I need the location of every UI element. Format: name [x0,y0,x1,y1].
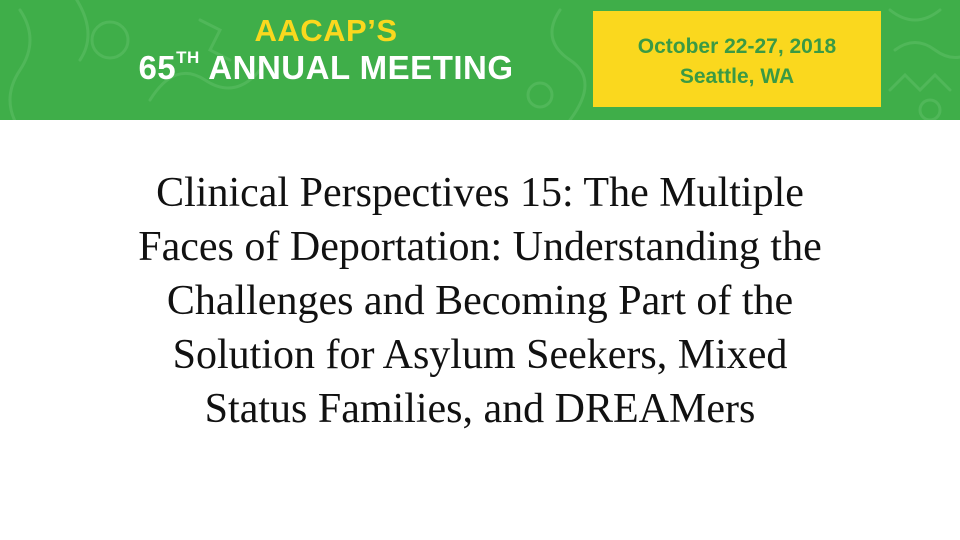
title-line: Faces of Deportation: Understanding the [138,224,822,270]
meeting-ordinal: TH [176,48,200,67]
title-line: Status Families, and DREAMers [204,386,756,432]
organization-name: AACAP’S [254,13,398,48]
header-banner [0,0,960,120]
meeting-logo [0,14,652,88]
meeting-location: Seattle, WA [679,65,795,88]
meeting-number: 65 [138,49,177,86]
meeting-title [0,48,652,88]
title-line: Challenges and Becoming Part of the [166,278,794,324]
date-location-box [593,11,881,107]
title-line: Solution for Asylum Seekers, Mixed [172,332,788,378]
meeting-dates: October 22-27, 2018 [637,35,837,58]
meeting-name: ANNUAL MEETING [208,49,514,86]
title-line: Clinical Perspectives 15: The Multiple [156,170,804,216]
slide-title [20,166,940,436]
